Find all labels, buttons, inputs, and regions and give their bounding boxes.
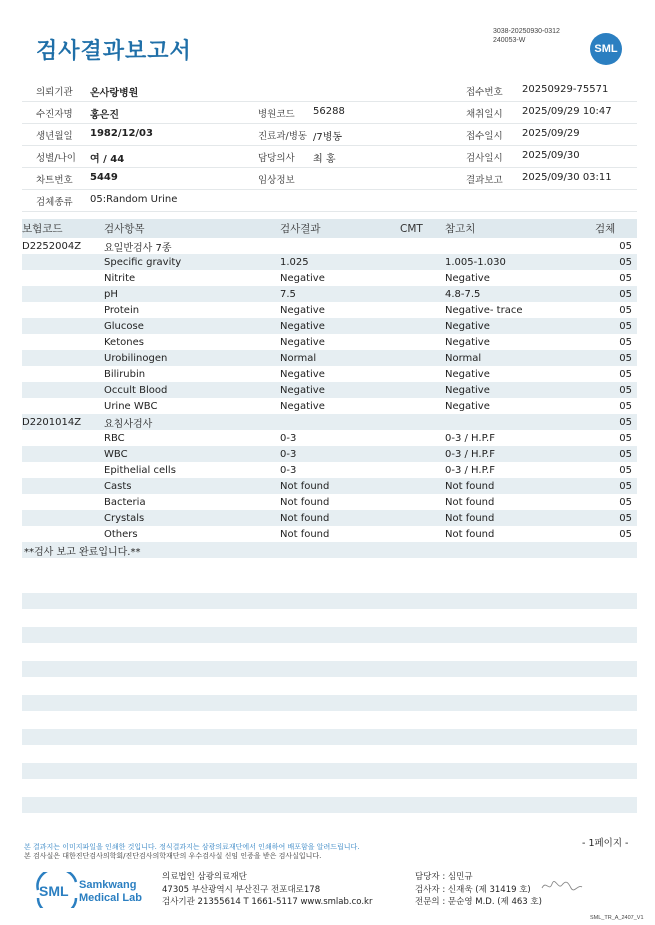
info-value: 5449 <box>90 172 118 183</box>
table-row <box>22 398 637 414</box>
cell-item: Casts <box>104 478 280 494</box>
col-result: 검사결과 <box>280 219 400 238</box>
completion-message: **검사 보고 완료입니다.** <box>22 542 637 558</box>
info-value: 최 홍 <box>313 154 336 165</box>
footer-signatories <box>415 871 542 909</box>
cell-specimen: 05 <box>595 254 637 270</box>
info-row <box>22 146 637 168</box>
cell-code <box>22 526 104 542</box>
cell-result: Not found <box>280 528 330 540</box>
cell-reference: Negative <box>445 400 490 412</box>
cell-item: Glucose <box>104 318 280 334</box>
notice-certification: 본 검사실은 대한진단검사의학회/진단검사의학재단의 우수검사실 신임 인증을 받은 검사실입니다. <box>24 852 322 860</box>
cell-cmt <box>400 382 445 398</box>
cell-cmt <box>400 270 445 286</box>
table-row <box>22 462 637 478</box>
cell-reference: 0-3 / H.P.F <box>445 446 595 462</box>
info-row <box>22 102 637 124</box>
cell-specimen: 05 <box>619 400 632 412</box>
blank-row <box>22 695 637 711</box>
info-label: 임상정보 <box>258 175 295 186</box>
info-label: 접수일시 <box>466 131 503 142</box>
cell-reference: Negative- trace <box>445 304 523 316</box>
table-row <box>22 526 637 542</box>
document-id-line2: 240053-W <box>493 37 526 44</box>
cell-result: Not found <box>280 478 400 494</box>
cell-result: Normal <box>280 350 400 366</box>
cell-item: WBC <box>104 446 280 462</box>
cell-code <box>22 398 104 414</box>
cell-item: Urine WBC <box>104 400 158 412</box>
info-value: /7병동 <box>313 132 343 143</box>
cell-result: Negative <box>280 336 325 348</box>
info-row <box>22 168 637 190</box>
cell-specimen: 05 <box>595 382 637 398</box>
cell-cmt <box>400 350 445 366</box>
table-row <box>22 446 637 462</box>
org-name: 의료법인 삼광의료재단 <box>162 872 247 882</box>
cell-reference: Normal <box>445 350 595 366</box>
results-header-row <box>22 219 637 238</box>
cell-result: Not found <box>280 510 400 526</box>
info-value: 온사랑병원 <box>90 88 139 99</box>
cell-cmt <box>400 494 445 510</box>
col-reference: 참고치 <box>445 219 595 238</box>
info-value: 05:Random Urine <box>90 194 178 205</box>
info-row <box>22 80 637 102</box>
cell-cmt <box>400 302 445 318</box>
col-test-item: 검사항목 <box>104 219 280 238</box>
cell-result: 7.5 <box>280 286 400 302</box>
cell-code <box>22 510 104 526</box>
cell-specimen: 05 <box>619 368 632 380</box>
cell-code <box>22 366 104 382</box>
footer-notice <box>24 843 360 861</box>
cell-item: Occult Blood <box>104 382 280 398</box>
cell-item: Bacteria <box>104 496 146 508</box>
table-row <box>22 366 637 382</box>
info-label: 결과보고 <box>466 175 503 186</box>
info-value: 2025/09/29 10:47 <box>522 106 612 117</box>
cell-reference: 1.005-1.030 <box>445 254 595 270</box>
cell-cmt <box>400 334 445 350</box>
cell-item: Nitrite <box>104 272 136 284</box>
cell-item: Ketones <box>104 336 144 348</box>
cell-reference: Not found <box>445 478 595 494</box>
footer-logo-abbr: SML <box>39 883 69 899</box>
cell-specimen: 05 <box>619 464 632 476</box>
cell-result: Not found <box>280 496 330 508</box>
table-row <box>22 382 637 398</box>
table-row <box>22 270 637 286</box>
cell-specimen: 05 <box>595 414 637 430</box>
cell-result: Negative <box>280 318 400 334</box>
footer-logo-name1: Samkwang <box>79 879 137 891</box>
cell-cmt <box>400 254 445 270</box>
blank-row <box>22 729 637 745</box>
cell-reference: Not found <box>445 528 495 540</box>
cell-specimen: 05 <box>595 286 637 302</box>
table-row <box>22 510 637 526</box>
cell-result: Negative <box>280 368 325 380</box>
table-row <box>22 430 637 446</box>
cell-code <box>22 270 104 286</box>
document-id <box>493 27 560 45</box>
report-title: 검사결과보고서 <box>36 39 192 64</box>
form-id: SML_TR_A_2407_V1 <box>590 915 644 921</box>
cell-cmt <box>400 318 445 334</box>
cell-code <box>22 494 104 510</box>
cell-cmt <box>400 446 445 462</box>
cell-specimen: 05 <box>619 432 632 444</box>
footer-logo <box>36 872 156 912</box>
info-value: 여 / 44 <box>90 154 125 165</box>
cell-reference: Negative <box>445 368 490 380</box>
blank-row <box>22 627 637 643</box>
document-id-line1: 3038-20250930-0312 <box>493 28 560 35</box>
cell-reference: Negative <box>445 336 490 348</box>
cell-cmt <box>400 510 445 526</box>
cell-code <box>22 334 104 350</box>
notice-image-print: 본 결과지는 이미지파일을 인쇄한 것입니다. 정식결과지는 삼광의료재단에서 인쇄하여 배포함을 알려드립니다. <box>24 843 360 851</box>
cell-code <box>22 286 104 302</box>
cell-code <box>22 446 104 462</box>
col-cmt: CMT <box>400 219 445 238</box>
cell-result: Negative <box>280 400 325 412</box>
info-label: 검체종류 <box>36 197 73 208</box>
table-row <box>22 478 637 494</box>
cell-cmt <box>400 478 445 494</box>
blank-row <box>22 593 637 609</box>
table-row <box>22 350 637 366</box>
info-value: 2025/09/30 03:11 <box>522 172 612 183</box>
cell-specimen: 05 <box>619 528 632 540</box>
table-row <box>22 302 637 318</box>
info-label: 병원코드 <box>258 109 295 120</box>
cell-specimen: 05 <box>595 318 637 334</box>
cell-specimen: 05 <box>595 510 637 526</box>
col-specimen: 검체 <box>595 219 637 238</box>
sml-logo: SML <box>590 33 622 65</box>
cell-item: 요일반검사 7종 <box>104 242 172 254</box>
cell-reference: Not found <box>445 496 495 508</box>
cell-reference: 0-3 / H.P.F <box>445 432 495 444</box>
cell-code <box>22 318 104 334</box>
cell-result: 0-3 <box>280 446 400 462</box>
cell-code <box>22 478 104 494</box>
info-label: 의뢰기관 <box>36 87 73 98</box>
cell-cmt <box>400 526 445 542</box>
cell-cmt <box>400 286 445 302</box>
cell-specimen: 05 <box>595 350 637 366</box>
cell-item: Crystals <box>104 510 280 526</box>
info-value: 2025/09/30 <box>522 150 580 161</box>
blank-row <box>22 661 637 677</box>
table-row <box>22 254 637 270</box>
samkwang-logo-icon <box>36 872 156 908</box>
cell-result: Negative <box>280 272 325 284</box>
info-label: 검사일시 <box>466 153 503 164</box>
cell-reference: 0-3 / H.P.F <box>445 464 495 476</box>
cell-item: Bilirubin <box>104 368 146 380</box>
cell-item: Others <box>104 528 138 540</box>
table-row <box>22 414 637 430</box>
signature-icon <box>540 878 584 894</box>
cell-cmt <box>400 238 445 254</box>
info-label: 접수번호 <box>466 87 503 98</box>
info-value: 56288 <box>313 106 345 117</box>
cell-item: Urobilinogen <box>104 350 280 366</box>
cell-result <box>280 414 400 430</box>
cell-specimen: 05 <box>595 478 637 494</box>
cell-reference: Not found <box>445 510 595 526</box>
cell-cmt <box>400 414 445 430</box>
info-row <box>22 124 637 146</box>
cell-cmt <box>400 462 445 478</box>
cell-reference <box>445 414 595 430</box>
org-address: 47305 부산광역시 부산진구 전포대로178 <box>162 884 321 895</box>
cell-item: pH <box>104 286 280 302</box>
org-contact: 검사기관 21355614 T 1661-5117 www.smlab.co.kr <box>162 897 373 907</box>
cell-code <box>22 462 104 478</box>
cell-specimen: 05 <box>595 446 637 462</box>
cell-cmt <box>400 366 445 382</box>
info-label: 차트번호 <box>36 175 73 186</box>
info-row <box>22 190 637 212</box>
table-row <box>22 238 637 254</box>
cell-item: Epithelial cells <box>104 464 176 476</box>
signatory-manager: 담당자 : 심민규 <box>415 872 473 882</box>
info-label: 담당의사 <box>258 153 295 164</box>
cell-reference: 4.8-7.5 <box>445 286 595 302</box>
table-row <box>22 286 637 302</box>
cell-result <box>280 238 400 254</box>
blank-row <box>22 797 637 813</box>
page-number: - 1페이지 - <box>582 838 629 849</box>
cell-result: 0-3 <box>280 432 297 444</box>
col-insurance-code: 보험코드 <box>22 219 104 238</box>
cell-result: Negative <box>280 304 325 316</box>
cell-specimen: 05 <box>619 496 632 508</box>
cell-code <box>22 430 104 446</box>
cell-specimen: 05 <box>619 240 632 252</box>
info-label: 수진자명 <box>36 109 73 120</box>
cell-specimen: 05 <box>619 304 632 316</box>
cell-reference: Negative <box>445 272 490 284</box>
info-value: 홍은진 <box>90 110 119 121</box>
cell-reference <box>445 238 595 254</box>
cell-result: 1.025 <box>280 254 400 270</box>
cell-item: Protein <box>104 304 140 316</box>
cell-reference: Negative <box>445 382 595 398</box>
info-label: 진료과/병동 <box>258 131 308 142</box>
cell-result: Negative <box>280 382 400 398</box>
signatory-specialist: 전문의 : 문순영 M.D. (제 463 호) <box>415 897 542 907</box>
info-value: 20250929-75571 <box>522 84 609 95</box>
info-value: 2025/09/29 <box>522 128 580 139</box>
results-table <box>22 219 637 558</box>
info-value: 1982/12/03 <box>90 128 153 139</box>
footer-logo-name2: Medical Lab <box>79 892 142 904</box>
table-row <box>22 334 637 350</box>
cell-cmt <box>400 430 445 446</box>
patient-info <box>22 80 637 212</box>
cell-reference: Negative <box>445 318 595 334</box>
completion-row <box>22 542 637 558</box>
cell-specimen: 05 <box>619 272 632 284</box>
cell-code <box>22 254 104 270</box>
info-label: 채취일시 <box>466 109 503 120</box>
cell-cmt <box>400 398 445 414</box>
signatory-tester: 검사자 : 신재욱 (제 31419 호) <box>415 884 531 895</box>
cell-item: Specific gravity <box>104 254 280 270</box>
cell-specimen: 05 <box>619 336 632 348</box>
cell-item: RBC <box>104 432 125 444</box>
cell-code <box>22 302 104 318</box>
cell-result: 0-3 <box>280 464 297 476</box>
table-row <box>22 318 637 334</box>
footer-organization <box>162 871 372 909</box>
cell-code <box>22 382 104 398</box>
cell-code: D2252004Z <box>22 240 82 252</box>
info-label: 성별/나이 <box>36 153 76 164</box>
blank-row <box>22 763 637 779</box>
cell-code <box>22 350 104 366</box>
info-label: 생년월일 <box>36 131 73 142</box>
cell-code: D2201014Z <box>22 414 104 430</box>
cell-item: 요침사검사 <box>104 414 280 430</box>
table-row <box>22 494 637 510</box>
